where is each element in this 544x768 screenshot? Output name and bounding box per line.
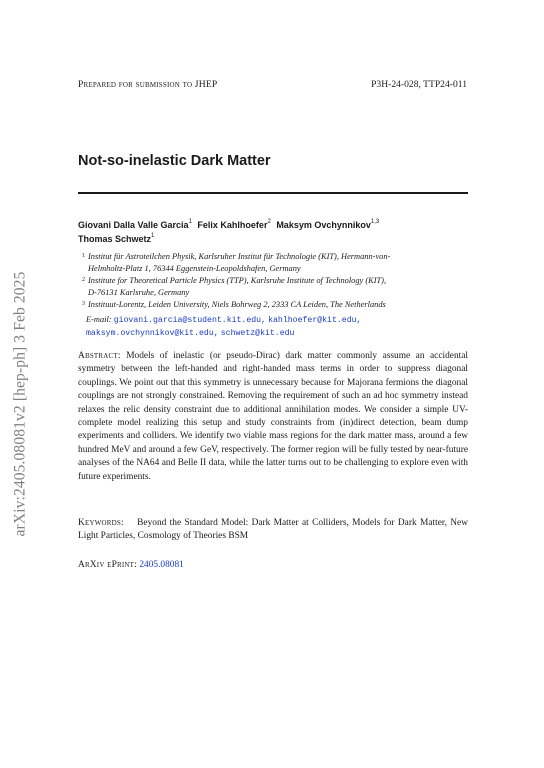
arxiv-id-stamp: arXiv:2405.08081v2 [hep-ph] 3 Feb 2025	[11, 271, 28, 537]
email-link[interactable]: maksym.ovchynnikov@kit.edu,	[86, 328, 219, 338]
keywords	[78, 517, 468, 544]
title-rule	[78, 192, 468, 194]
author-list	[78, 218, 468, 246]
affiliation-2: 2 Institute for Theoretical Particle Physics (TTP), Karlsruhe Institute of Technology (KIT), D-76131 Karlsruhe, Germany	[82, 276, 387, 297]
author-1: Giovani Dalla Valle Garcia$^1$	[78, 219, 192, 230]
eprint-label: ArXiv ePrint:	[78, 560, 137, 570]
eprint	[78, 560, 184, 570]
affiliations	[82, 251, 472, 340]
email-block	[82, 314, 472, 340]
abstract-text: Models of inelastic (or pseudo-Dirac) dark matter commonly assume an accidental symmetry between the left-handed and right-handed mass terms in order to suppress diagonal couplings. We point out that this symmetry is unnecessary because for Majorana fermions the diagonal couplings are not strongly constrained. Removing the requirement of such an ad hoc symmetry instead relaxes the relic density constraint due to additional annihilation modes. We consider a simple UV-complete model realizing this setup and study constraints from (in)direct detection, beam dump experiments and colliders. We identify two viable mass regions for the dark matter mass, around a few hundred MeV and around a few GeV, respectively. The former region will be fully tested by near-future analyses of the NA64 and Belle II data, while the latter turns out to be challenging to explore even with future experiments.	[78, 351, 469, 482]
affiliation-3: 3 Instituut-Lorentz, Leiden University, Niels Bohrweg 2, 2333 CA Leiden, The Netherlands	[82, 300, 386, 309]
email-link[interactable]: kahlhoefer@kit.edu,	[268, 315, 362, 325]
author-2: Felix Kahlhoefer$^2$	[197, 219, 271, 230]
email-link[interactable]: giovani.garcia@student.kit.edu,	[113, 315, 266, 325]
email-link[interactable]: schwetz@kit.edu	[220, 328, 295, 338]
arxiv-sidebar	[2, 239, 38, 569]
journal-note: Prepared for submission to JHEP	[78, 79, 218, 90]
affiliation-1: 1 Institut für Astroteilchen Physik, Karlsruher Institut für Technologie (KIT), Hermann-von- Helmholtz-Platz 1, 76344 Eggenstein-Leopoldshafen, Germany	[82, 252, 391, 273]
preprint-numbers: P3H-24-028, TTP24-011	[371, 79, 467, 90]
abstract-label: Abstract:	[78, 351, 121, 361]
keywords-text: Beyond the Standard Model: Dark Matter at Colliders, Models for Dark Matter, New Light Particles, Cosmology of Theories BSM	[78, 518, 468, 542]
eprint-link[interactable]: 2405.08081	[139, 560, 184, 570]
author-3: Maksym Ovchynnikov$^{1,3}$	[276, 219, 380, 230]
abstract	[78, 350, 468, 484]
keywords-label: Keywords:	[78, 518, 124, 528]
author-4: Thomas Schwetz$^1$	[78, 233, 155, 244]
email-label: E-mail:	[86, 314, 112, 324]
paper-title: Not-so-inelastic Dark Matter	[78, 153, 271, 169]
